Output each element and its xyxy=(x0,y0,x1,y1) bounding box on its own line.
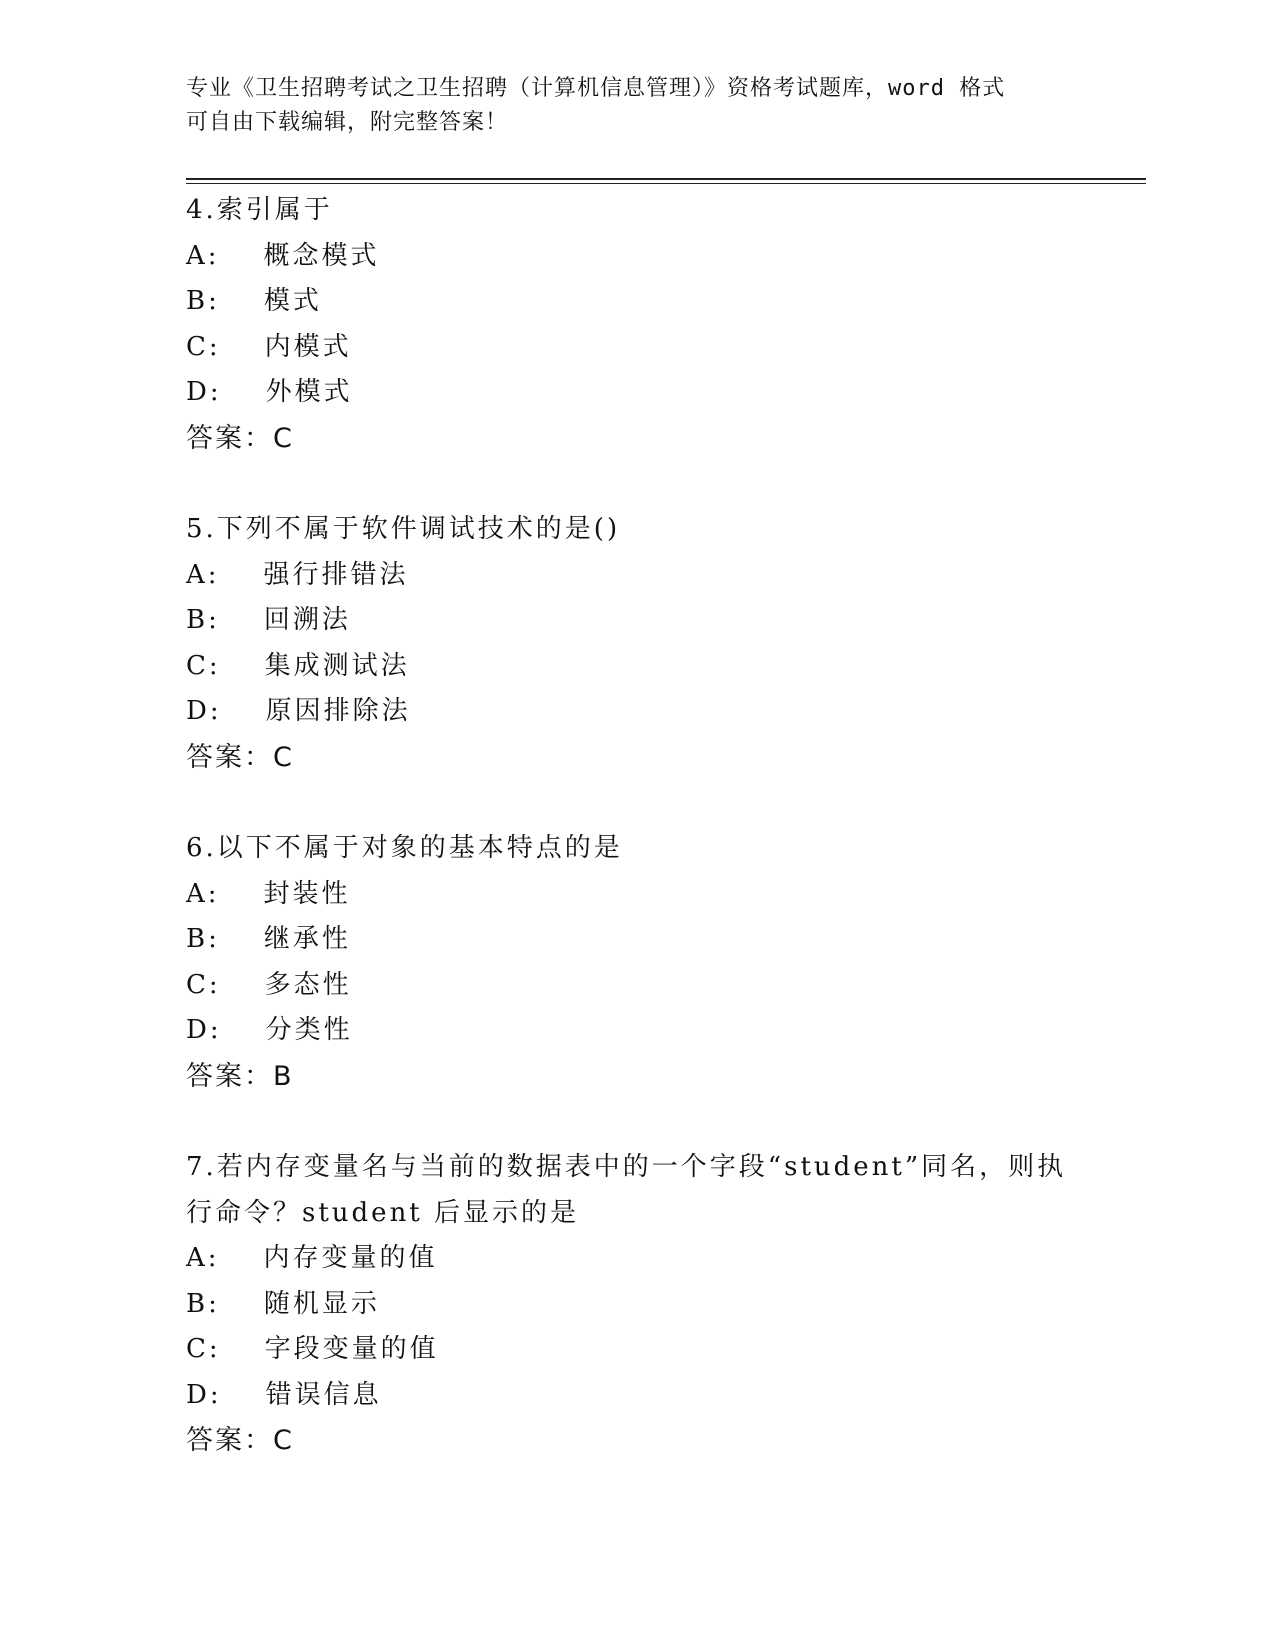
option-d xyxy=(186,1373,1086,1419)
option-text: 封装性 xyxy=(263,878,351,909)
option-letter: C: xyxy=(186,969,221,1000)
option-letter: D: xyxy=(186,1015,222,1045)
option-text: 模式 xyxy=(263,286,322,316)
option-b xyxy=(186,598,1086,644)
option-letter: B: xyxy=(186,924,220,954)
option-letter: A: xyxy=(186,878,220,909)
option-d xyxy=(186,370,1086,416)
option-c xyxy=(186,325,1086,371)
answer-line: 答案：C xyxy=(186,422,294,454)
option-text: 继承性 xyxy=(263,924,351,954)
option-letter: B: xyxy=(186,286,220,316)
answer-line: 答案：B xyxy=(186,1060,294,1092)
option-text: 字段变量的值 xyxy=(264,1334,439,1364)
header-line-2: 可自由下载编辑，附完整答案！ xyxy=(186,110,509,135)
header-divider xyxy=(186,178,1146,184)
option-b xyxy=(186,279,1086,325)
option-letter: D: xyxy=(186,696,222,726)
option-letter: D: xyxy=(186,1379,222,1410)
option-text: 内模式 xyxy=(264,331,352,362)
option-b xyxy=(186,1282,1086,1328)
question-stem-line-2: 行命令？student 后显示的是 xyxy=(186,1197,580,1228)
option-letter: B: xyxy=(186,605,220,635)
option-b xyxy=(186,917,1086,963)
option-letter: D: xyxy=(186,377,222,407)
option-text: 回溯法 xyxy=(263,605,351,635)
option-a xyxy=(186,234,1086,280)
option-letter: A: xyxy=(186,559,220,590)
question-7 xyxy=(186,1145,1086,1464)
answer-line: 答案：C xyxy=(186,1425,294,1456)
question-list xyxy=(186,188,1086,1510)
option-a xyxy=(186,553,1086,599)
option-d xyxy=(186,689,1086,735)
option-letter: C: xyxy=(186,1334,221,1364)
option-c xyxy=(186,963,1086,1009)
option-a xyxy=(186,1236,1086,1282)
option-c xyxy=(186,1327,1086,1373)
question-6 xyxy=(186,826,1086,1099)
option-letter: B: xyxy=(186,1288,220,1319)
question-5 xyxy=(186,507,1086,780)
option-letter: C: xyxy=(186,331,221,362)
option-letter: A: xyxy=(186,240,220,271)
option-text: 随机显示 xyxy=(263,1288,380,1319)
option-text: 内存变量的值 xyxy=(263,1243,438,1273)
question-stem-line-1: 7.若内存变量名与当前的数据表中的一个字段“student”同名，则执 xyxy=(186,1152,1067,1182)
header-line-1: 专业《卫生招聘考试之卫生招聘（计算机信息管理）》资格考试题库，word 格式 xyxy=(186,76,1006,101)
option-text: 集成测试法 xyxy=(264,650,410,681)
question-4 xyxy=(186,188,1086,461)
option-text: 分类性 xyxy=(265,1015,353,1045)
option-d xyxy=(186,1008,1086,1054)
option-c xyxy=(186,644,1086,690)
option-text: 错误信息 xyxy=(265,1379,382,1410)
option-text: 概念模式 xyxy=(263,240,380,271)
option-letter: A: xyxy=(186,1243,220,1273)
option-letter: C: xyxy=(186,650,221,681)
option-text: 多态性 xyxy=(264,969,352,1000)
option-a xyxy=(186,872,1086,918)
option-text: 原因排除法 xyxy=(265,696,411,726)
answer-line: 答案：C xyxy=(186,741,294,773)
option-text: 外模式 xyxy=(265,377,353,407)
question-stem: 4.索引属于 xyxy=(186,195,333,225)
option-text: 强行排错法 xyxy=(263,559,409,590)
question-stem: 6.以下不属于对象的基本特点的是 xyxy=(186,833,623,863)
question-stem: 5.下列不属于软件调试技术的是() xyxy=(186,514,621,544)
document-header xyxy=(186,72,1066,140)
